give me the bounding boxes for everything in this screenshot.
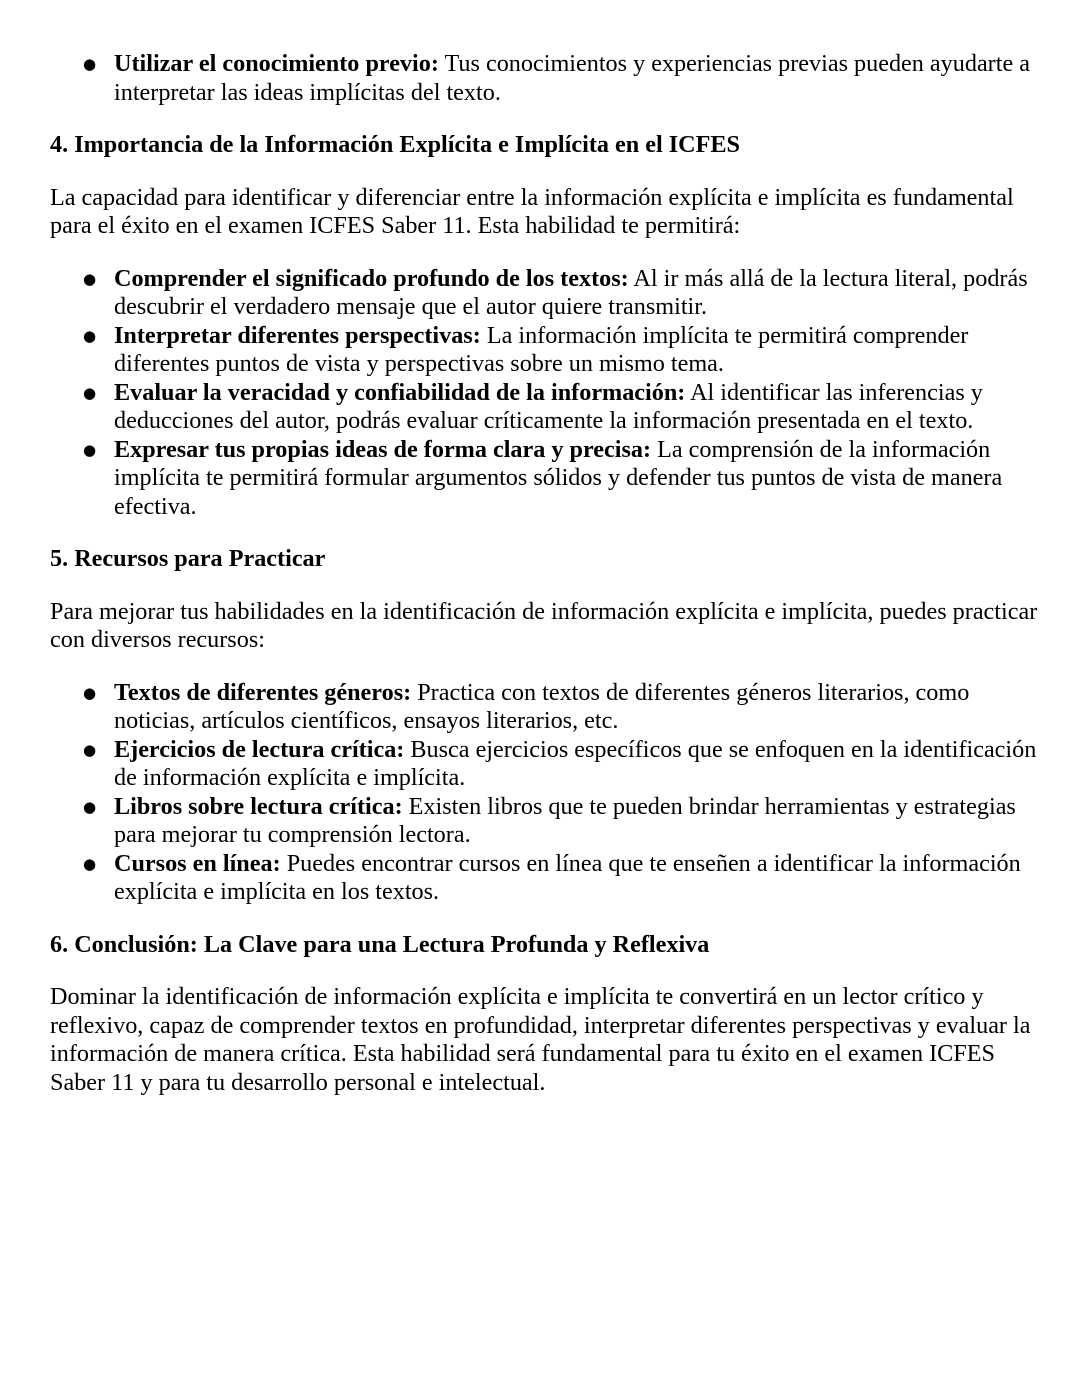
item-term: Evaluar la veracidad y confiabilidad de la información: (114, 378, 686, 406)
intro-bullet-list (50, 50, 1040, 107)
bullet-icon: ● (83, 326, 97, 345)
bullet-icon: ● (83, 269, 97, 288)
section-heading-5: 5. Recursos para Practicar (50, 545, 326, 572)
section-paragraph-4: La capacidad para identificar y diferenciar entre la información explícita e implícita es fundamental para el éxito en el examen ICFES Saber 11. Esta habilidad te permitirá: (50, 183, 1014, 239)
item-text: Tus conocimientos y experiencias previas pueden ayudarte a interpretar las ideas implícitas del texto. (114, 50, 1030, 106)
list-item (50, 265, 1040, 322)
item-term: Interpretar diferentes perspectivas: (114, 321, 481, 349)
bullet-icon: ● (83, 383, 97, 402)
list-item (50, 736, 1040, 793)
item-term: Ejercicios de lectura crítica: (114, 735, 405, 763)
list-item (50, 850, 1040, 907)
section-5-bullet-list (50, 679, 1040, 907)
document-page (50, 50, 1040, 1097)
item-text: La información implícita te permitirá comprender diferentes puntos de vista y perspectivas sobre un mismo tema. (114, 321, 969, 377)
bullet-icon: ● (83, 740, 97, 759)
bullet-icon: ● (83, 797, 97, 816)
item-term: Libros sobre lectura crítica: (114, 792, 403, 820)
bullet-icon: ● (83, 440, 97, 459)
item-term: Textos de diferentes géneros: (114, 678, 412, 706)
section-heading-4: 4. Importancia de la Información Explícita e Implícita en el ICFES (50, 131, 740, 158)
section-paragraph-6: Dominar la identificación de información explícita e implícita te convertirá en un lector crítico y reflexivo, capaz de comprender textos en profundidad, interpretar diferentes perspectivas y evaluar la información de manera crítica. Esta habilidad será fundamental para tu éxito en el examen ICFES Saber 11 y para tu desarrollo personal e intelectual. (50, 983, 1031, 1096)
item-term: Expresar tus propias ideas de forma clara y precisa: (114, 435, 652, 463)
list-item (50, 679, 1040, 736)
item-term: Comprender el significado profundo de los textos: (114, 264, 629, 292)
list-item (50, 379, 1040, 436)
bullet-icon: ● (83, 854, 97, 873)
item-text: Practica con textos de diferentes géneros literarios, como noticias, artículos científicos, ensayos literarios, etc. (114, 678, 970, 734)
item-term: Cursos en línea: (114, 849, 281, 877)
item-text: Al ir más allá de la lectura literal, podrás descubrir el verdadero mensaje que el autor quiere transmitir. (114, 264, 1028, 320)
item-text: La comprensión de la información implícita te permitirá formular argumentos sólidos y defender tus puntos de vista de manera efectiva. (114, 435, 1003, 520)
item-text: Existen libros que te pueden brindar herramientas y estrategias para mejorar tu comprensión lectora. (114, 792, 1016, 848)
item-text: Busca ejercicios específicos que se enfoquen en la identificación de información explícita e implícita. (114, 735, 1037, 791)
list-item (50, 50, 1040, 107)
section-heading-6: 6. Conclusión: La Clave para una Lectura Profunda y Reflexiva (50, 930, 710, 958)
section-4-bullet-list (50, 265, 1040, 522)
section-paragraph-5: Para mejorar tus habilidades en la identificación de información explícita e implícita, puedes practicar con diversos recursos: (50, 597, 1038, 653)
list-item (50, 793, 1040, 850)
item-term: Utilizar el conocimiento previo: (114, 50, 439, 77)
list-item (50, 436, 1040, 522)
list-item (50, 322, 1040, 379)
item-text: Al identificar las inferencias y deducciones del autor, podrás evaluar críticamente la información presentada en el texto. (114, 378, 983, 434)
item-text: Puedes encontrar cursos en línea que te enseñen a identificar la información explícita e implícita en los textos. (114, 849, 1021, 905)
bullet-icon: ● (83, 55, 97, 73)
bullet-icon: ● (83, 683, 97, 702)
